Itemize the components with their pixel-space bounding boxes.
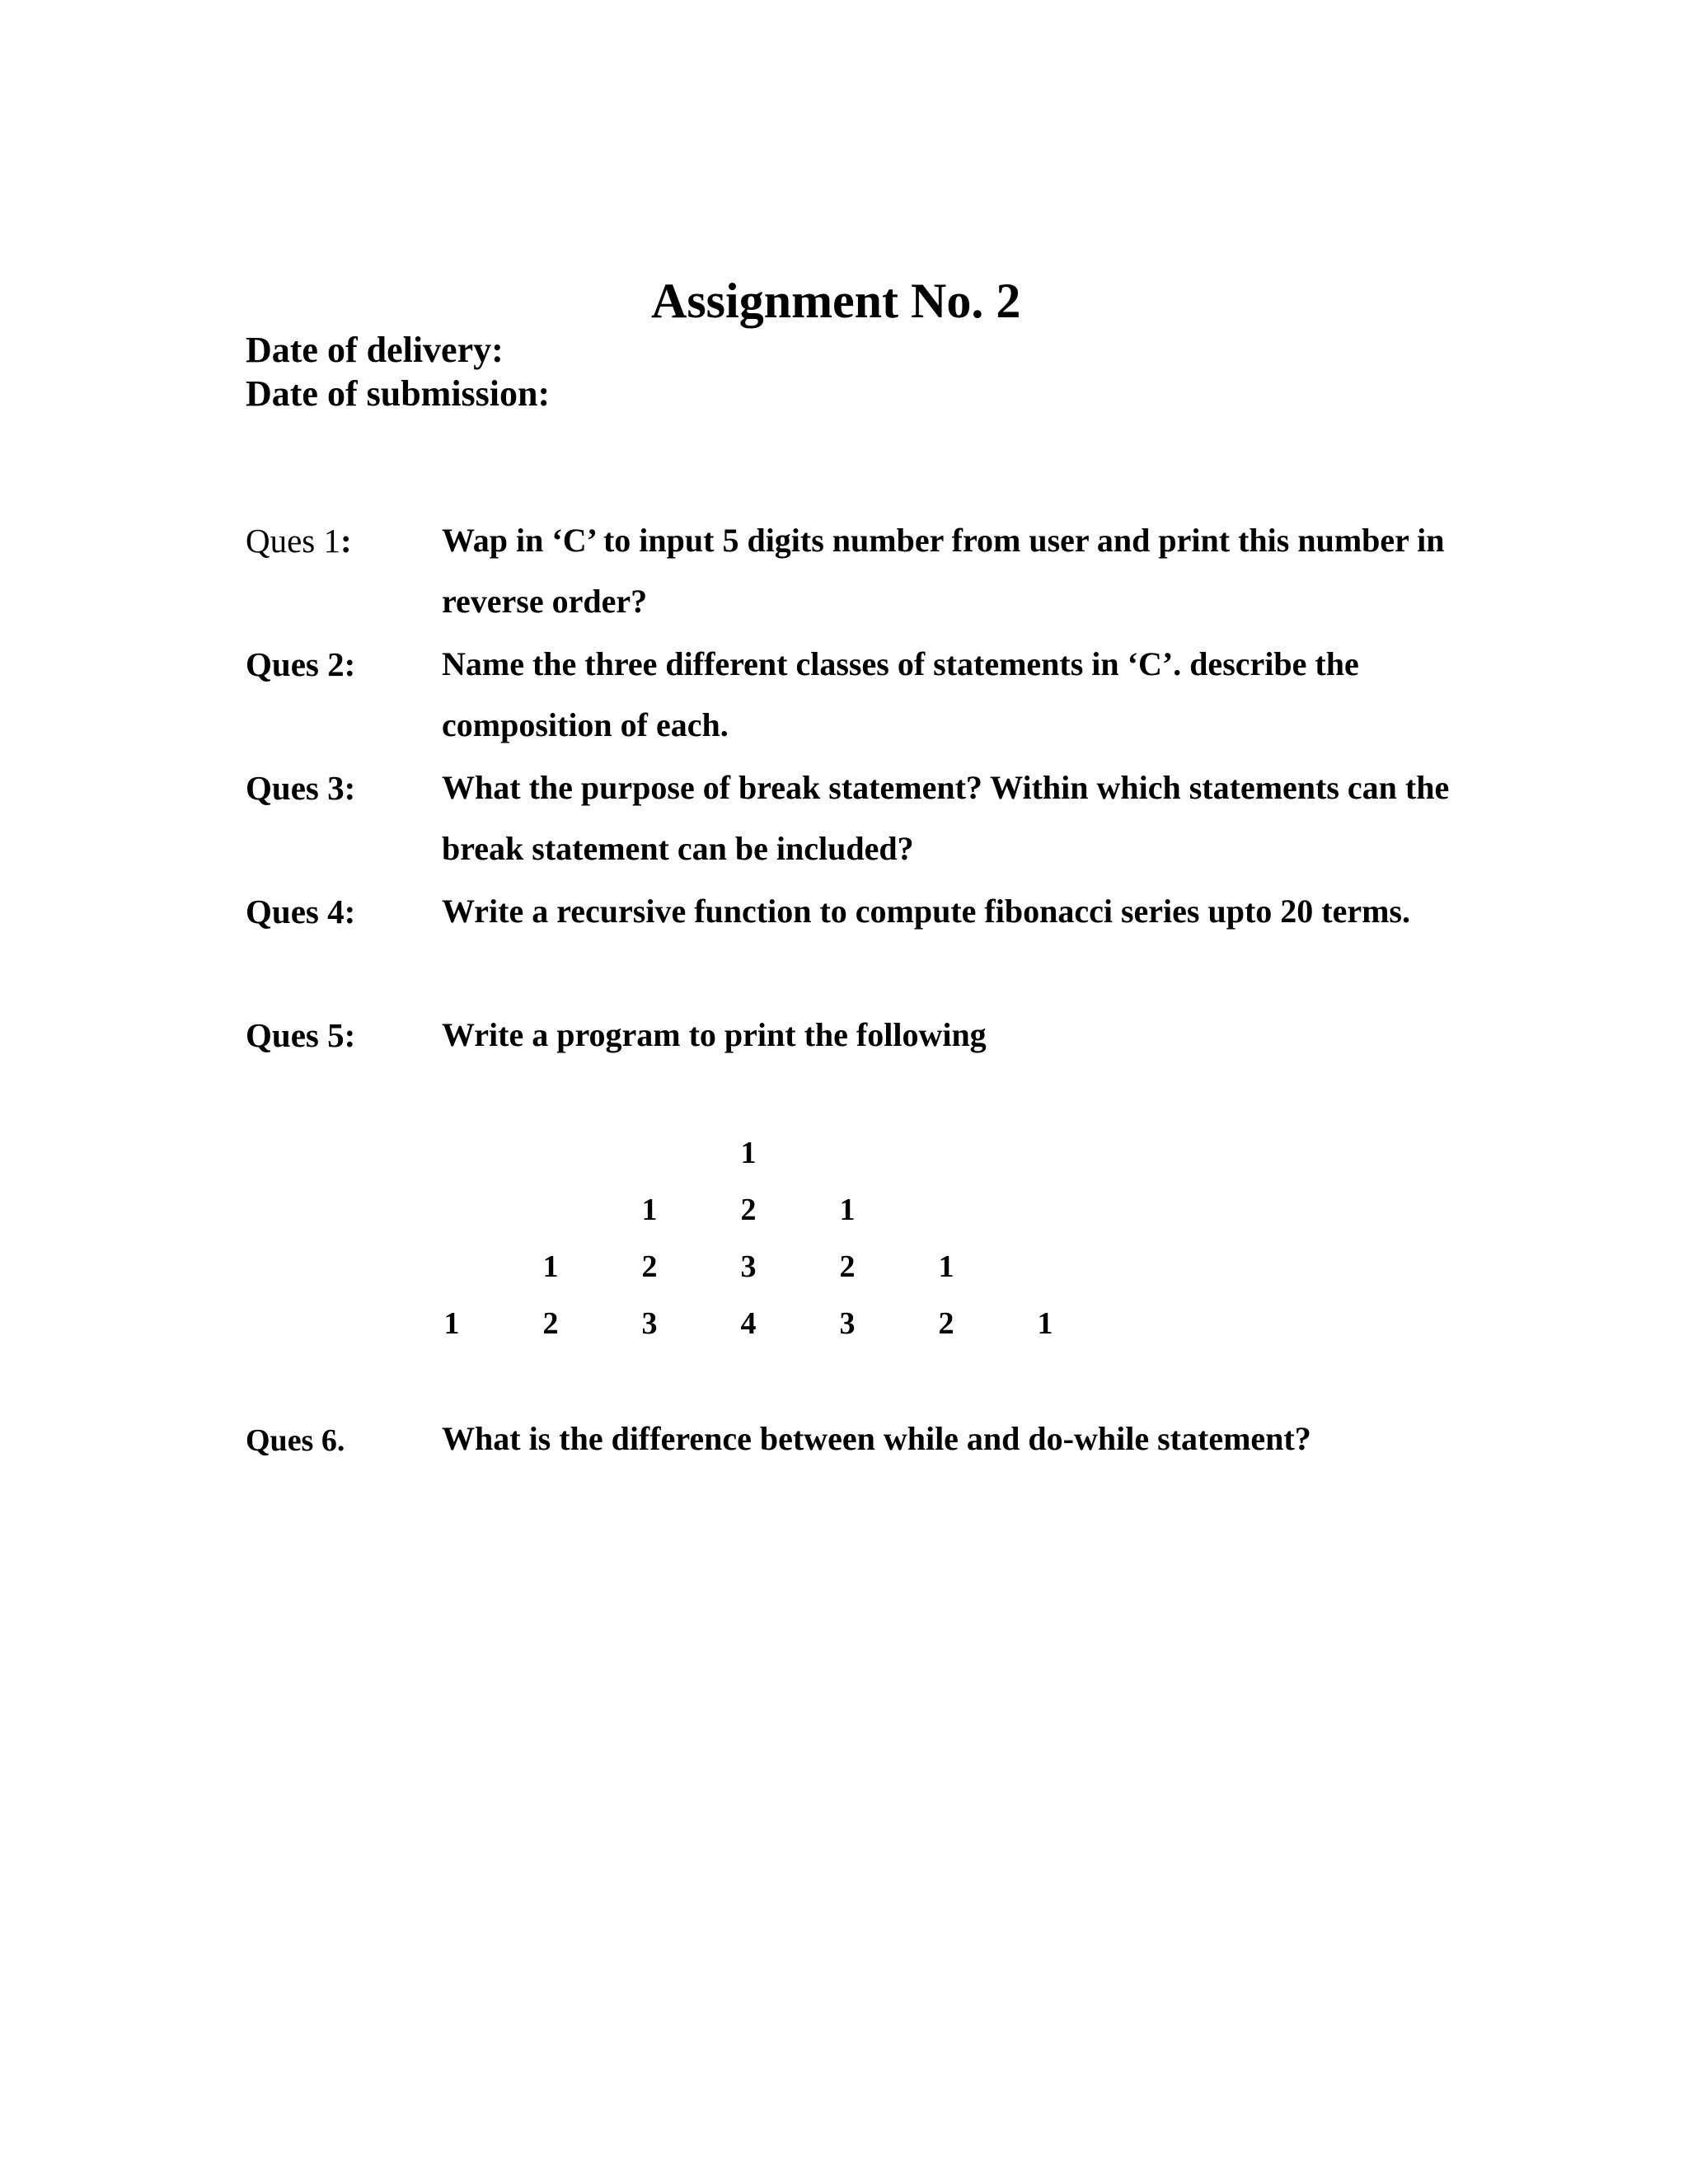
question-5-label: Ques 5: [246,1016,356,1054]
question-4-text: Write a recursive function to compute fibonacci series upto 20 terms. [442,893,1410,930]
pyramid-number: 1 [938,1249,954,1284]
pyramid-number: 1 [641,1193,658,1227]
pyramid-number: 2 [740,1193,757,1227]
pyramid-number: 1 [1037,1306,1053,1341]
pyramid-number: 2 [839,1249,856,1284]
question-1-label-text: Ques 1 [246,522,341,560]
date-of-delivery-label: Date of delivery: [246,330,504,370]
question-3-text: What the purpose of break statement? Within which statements can the break statement can be included? [442,769,1450,867]
pyramid-number: 2 [542,1306,559,1341]
question-2-text: Name the three different classes of statements in ‘C’. describe the composition of each. [442,645,1359,743]
question-5-text: Write a program to print the following [442,1016,987,1053]
question-4-label: Ques 4: [246,893,356,930]
pyramid-number: 1 [443,1306,460,1341]
question-3-label: Ques 3: [246,769,356,807]
question-1-text: Wap in ‘C’ to input 5 digits number from user and print this number in reverse order? [442,522,1445,620]
date-of-submission-label: Date of submission: [246,373,551,414]
pyramid-number: 4 [740,1306,757,1341]
question-6-label: Ques 6. [246,1423,345,1458]
page-title: Assignment No. 2 [651,274,1021,328]
pyramid-number: 3 [839,1306,856,1341]
question-1-label-colon: : [340,522,352,560]
pyramid-number: 1 [542,1249,559,1284]
pyramid-number: 2 [938,1306,954,1341]
question-6-text: What is the difference between while and do-while statement? [442,1420,1311,1457]
question-2-label: Ques 2: [246,645,356,683]
pyramid-number: 2 [641,1249,658,1284]
pyramid-number: 1 [839,1193,856,1227]
pyramid-number: 3 [641,1306,658,1341]
pyramid-number: 3 [740,1249,757,1284]
pyramid-number: 1 [740,1136,757,1170]
